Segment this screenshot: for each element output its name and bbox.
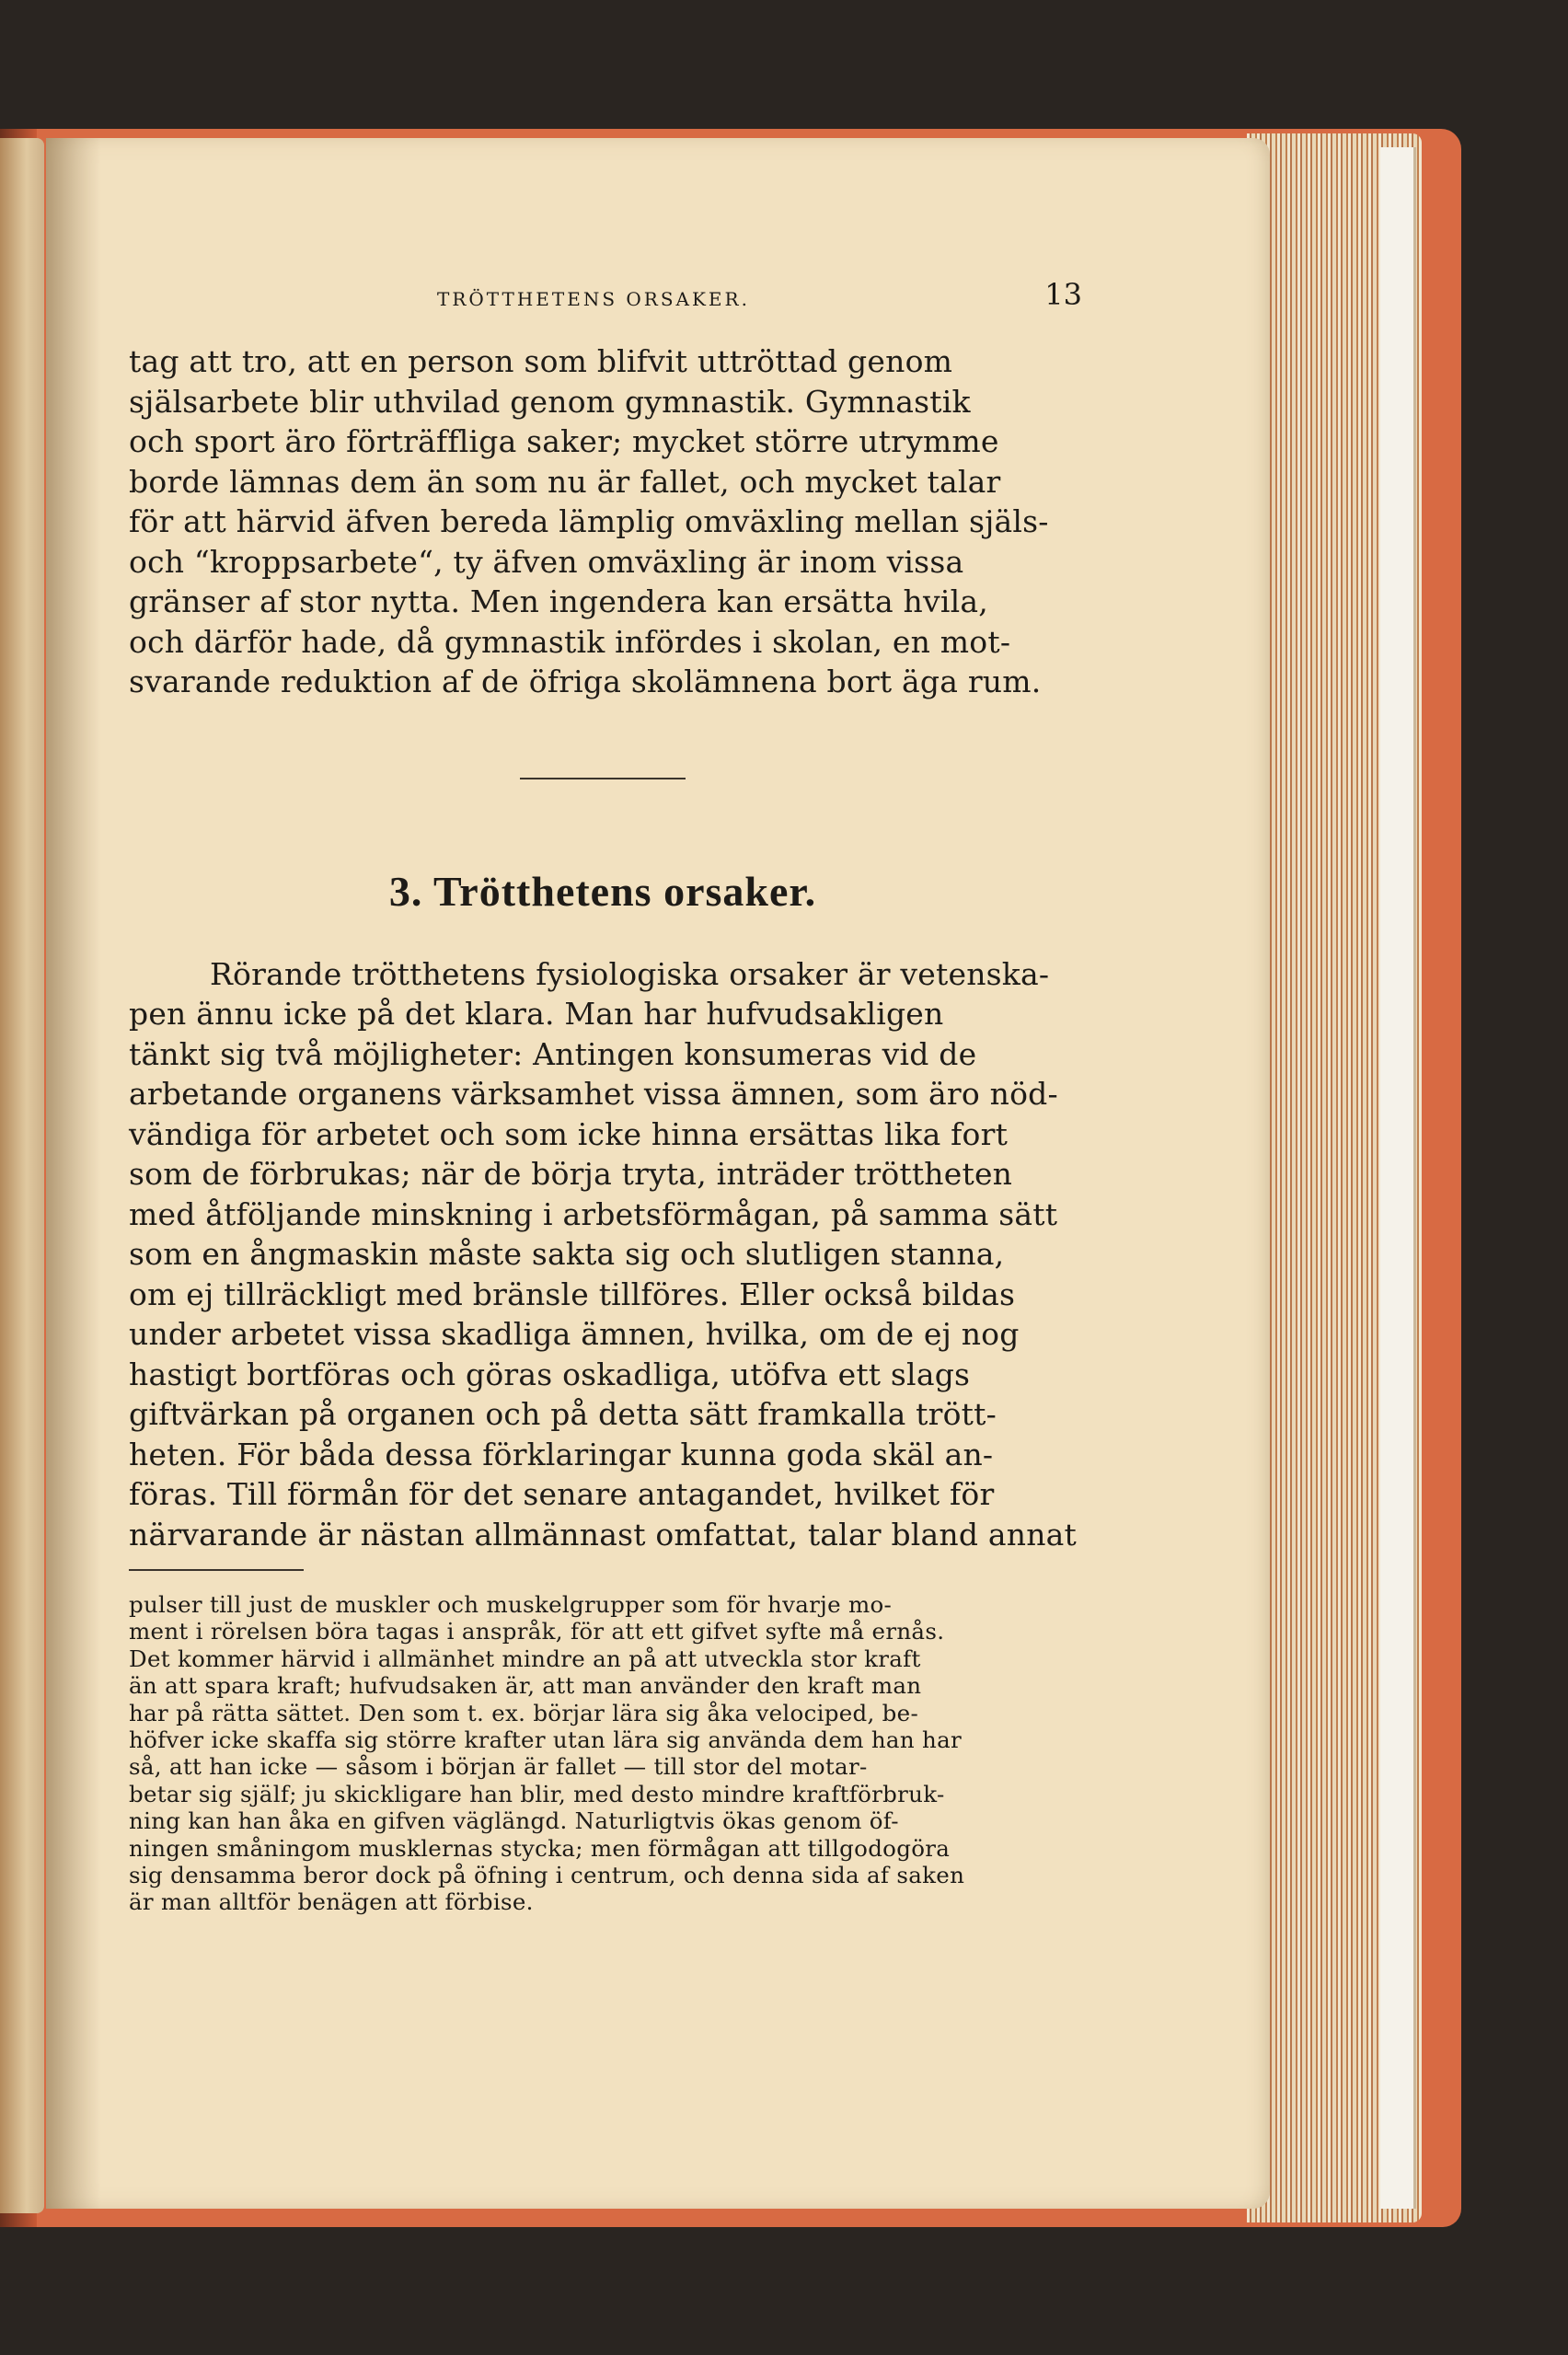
text-line: som de förbrukas; när de börja tryta, inträder tröttheten bbox=[129, 1156, 1013, 1192]
text-line: hastigt bortföras och göras oskadliga, utöfva ett slags bbox=[129, 1356, 971, 1392]
page-stack-white-edge bbox=[1380, 147, 1416, 2209]
page-content bbox=[129, 271, 1082, 1916]
footnote-line: ment i rörelsen böra tagas i anspråk, för att ett gifvet syfte må ernås. bbox=[129, 1618, 945, 1645]
text-line: under arbetet vissa skadliga ämnen, hvilka, om de ej nog bbox=[129, 1316, 1020, 1352]
text-line: som en ångmaskin måste sakta sig och slutligen stanna, bbox=[129, 1236, 1005, 1272]
footnote-line: ning kan han åka en gifven väglängd. Naturligtvis ökas genom öf- bbox=[129, 1807, 899, 1835]
text-line: Rörande trötthetens fysiologiska orsaker är vetenska- bbox=[210, 955, 1050, 992]
section-divider bbox=[520, 778, 686, 779]
paragraph-1 bbox=[129, 341, 1077, 702]
text-line: och “kroppsarbete“, ty äfven omväxling är inom vissa bbox=[129, 543, 964, 580]
section-heading: 3. Trötthetens orsaker. bbox=[388, 867, 817, 915]
page-gutter bbox=[46, 138, 101, 2209]
text-line: vändiga för arbetet och som icke hinna ersättas lika fort bbox=[129, 1115, 1009, 1152]
running-title: TRÖTTHETENS ORSAKER. bbox=[437, 288, 750, 310]
footnote-line: så, att han icke — såsom i början är fallet — till stor del motar- bbox=[129, 1753, 868, 1781]
footnote-line: sig densamma beror dock på öfning i centrum, och denna sida af saken bbox=[129, 1862, 965, 1889]
text-line: närvarande är nästan allmännast omfattat, talar bland annat bbox=[129, 1516, 1078, 1553]
text-line: för att härvid äfven bereda lämplig omväxling mellan själs- bbox=[129, 503, 1049, 539]
running-head bbox=[129, 271, 1082, 317]
footnote-line: ningen småningom musklernas stycka; men förmågan att tillgodogöra bbox=[129, 1834, 951, 1862]
text-line: tag att tro, att en person som blifvit uttröttad genom bbox=[129, 343, 953, 379]
footnote-line: Det kommer härvid i allmänhet mindre an på att utveckla stor kraft bbox=[129, 1645, 921, 1672]
text-line: föras. Till förmån för det senare antagandet, hvilket för bbox=[129, 1476, 995, 1512]
text-line: själsarbete blir uthvilad genom gymnastik. Gymnastik bbox=[129, 383, 971, 420]
text-line: och därför hade, då gymnastik infördes i skolan, en mot- bbox=[129, 623, 1011, 660]
text-line: pen ännu icke på det klara. Man har hufvudsakligen bbox=[129, 996, 944, 1032]
footnote bbox=[129, 1591, 1077, 1916]
footnote-rule bbox=[129, 1569, 304, 1571]
paragraph-2 bbox=[129, 954, 1077, 1555]
text-line: tänkt sig två möjligheter: Antingen konsumeras vid de bbox=[129, 1035, 977, 1072]
page-number: 13 bbox=[1044, 277, 1082, 312]
left-page-edge bbox=[0, 138, 44, 2213]
text-line: gränser af stor nytta. Men ingendera kan ersätta hvila, bbox=[129, 583, 988, 619]
text-line: svarande reduktion af de öfriga skolämnena bort äga rum. bbox=[129, 664, 1042, 699]
footnote-line: har på rätta sättet. Den som t. ex. börjar lära sig åka velociped, be- bbox=[129, 1699, 919, 1726]
footnote-line: är man alltför benägen att förbise. bbox=[129, 1888, 534, 1916]
footnote-line: betar sig själf; ju skickligare han blir, med desto mindre kraftförbruk- bbox=[129, 1780, 945, 1807]
text-line: heten. För båda dessa förklaringar kunna goda skäl an- bbox=[129, 1436, 994, 1472]
footnote-line: höfver icke skaffa sig större krafter utan lära sig använda dem han har bbox=[129, 1726, 962, 1754]
text-line: om ej tillräckligt med bränsle tillföres. Eller också bildas bbox=[129, 1276, 1016, 1312]
text-line: borde lämnas dem än som nu är fallet, och mycket talar bbox=[129, 463, 1001, 500]
text-line: med åtföljande minskning i arbetsförmågan, på samma sätt bbox=[129, 1195, 1058, 1232]
text-line: och sport äro förträffliga saker; mycket större utrymme bbox=[129, 423, 999, 459]
footnote-line: pulser till just de muskler och muskelgrupper som för hvarje mo- bbox=[129, 1591, 893, 1618]
footnote-line: än att spara kraft; hufvudsaken är, att man använder den kraft man bbox=[129, 1672, 922, 1700]
text-line: arbetande organens värksamhet vissa ämnen, som äro nöd- bbox=[129, 1076, 1058, 1112]
text-line: giftvärkan på organen och på detta sätt framkalla trött- bbox=[129, 1396, 997, 1432]
